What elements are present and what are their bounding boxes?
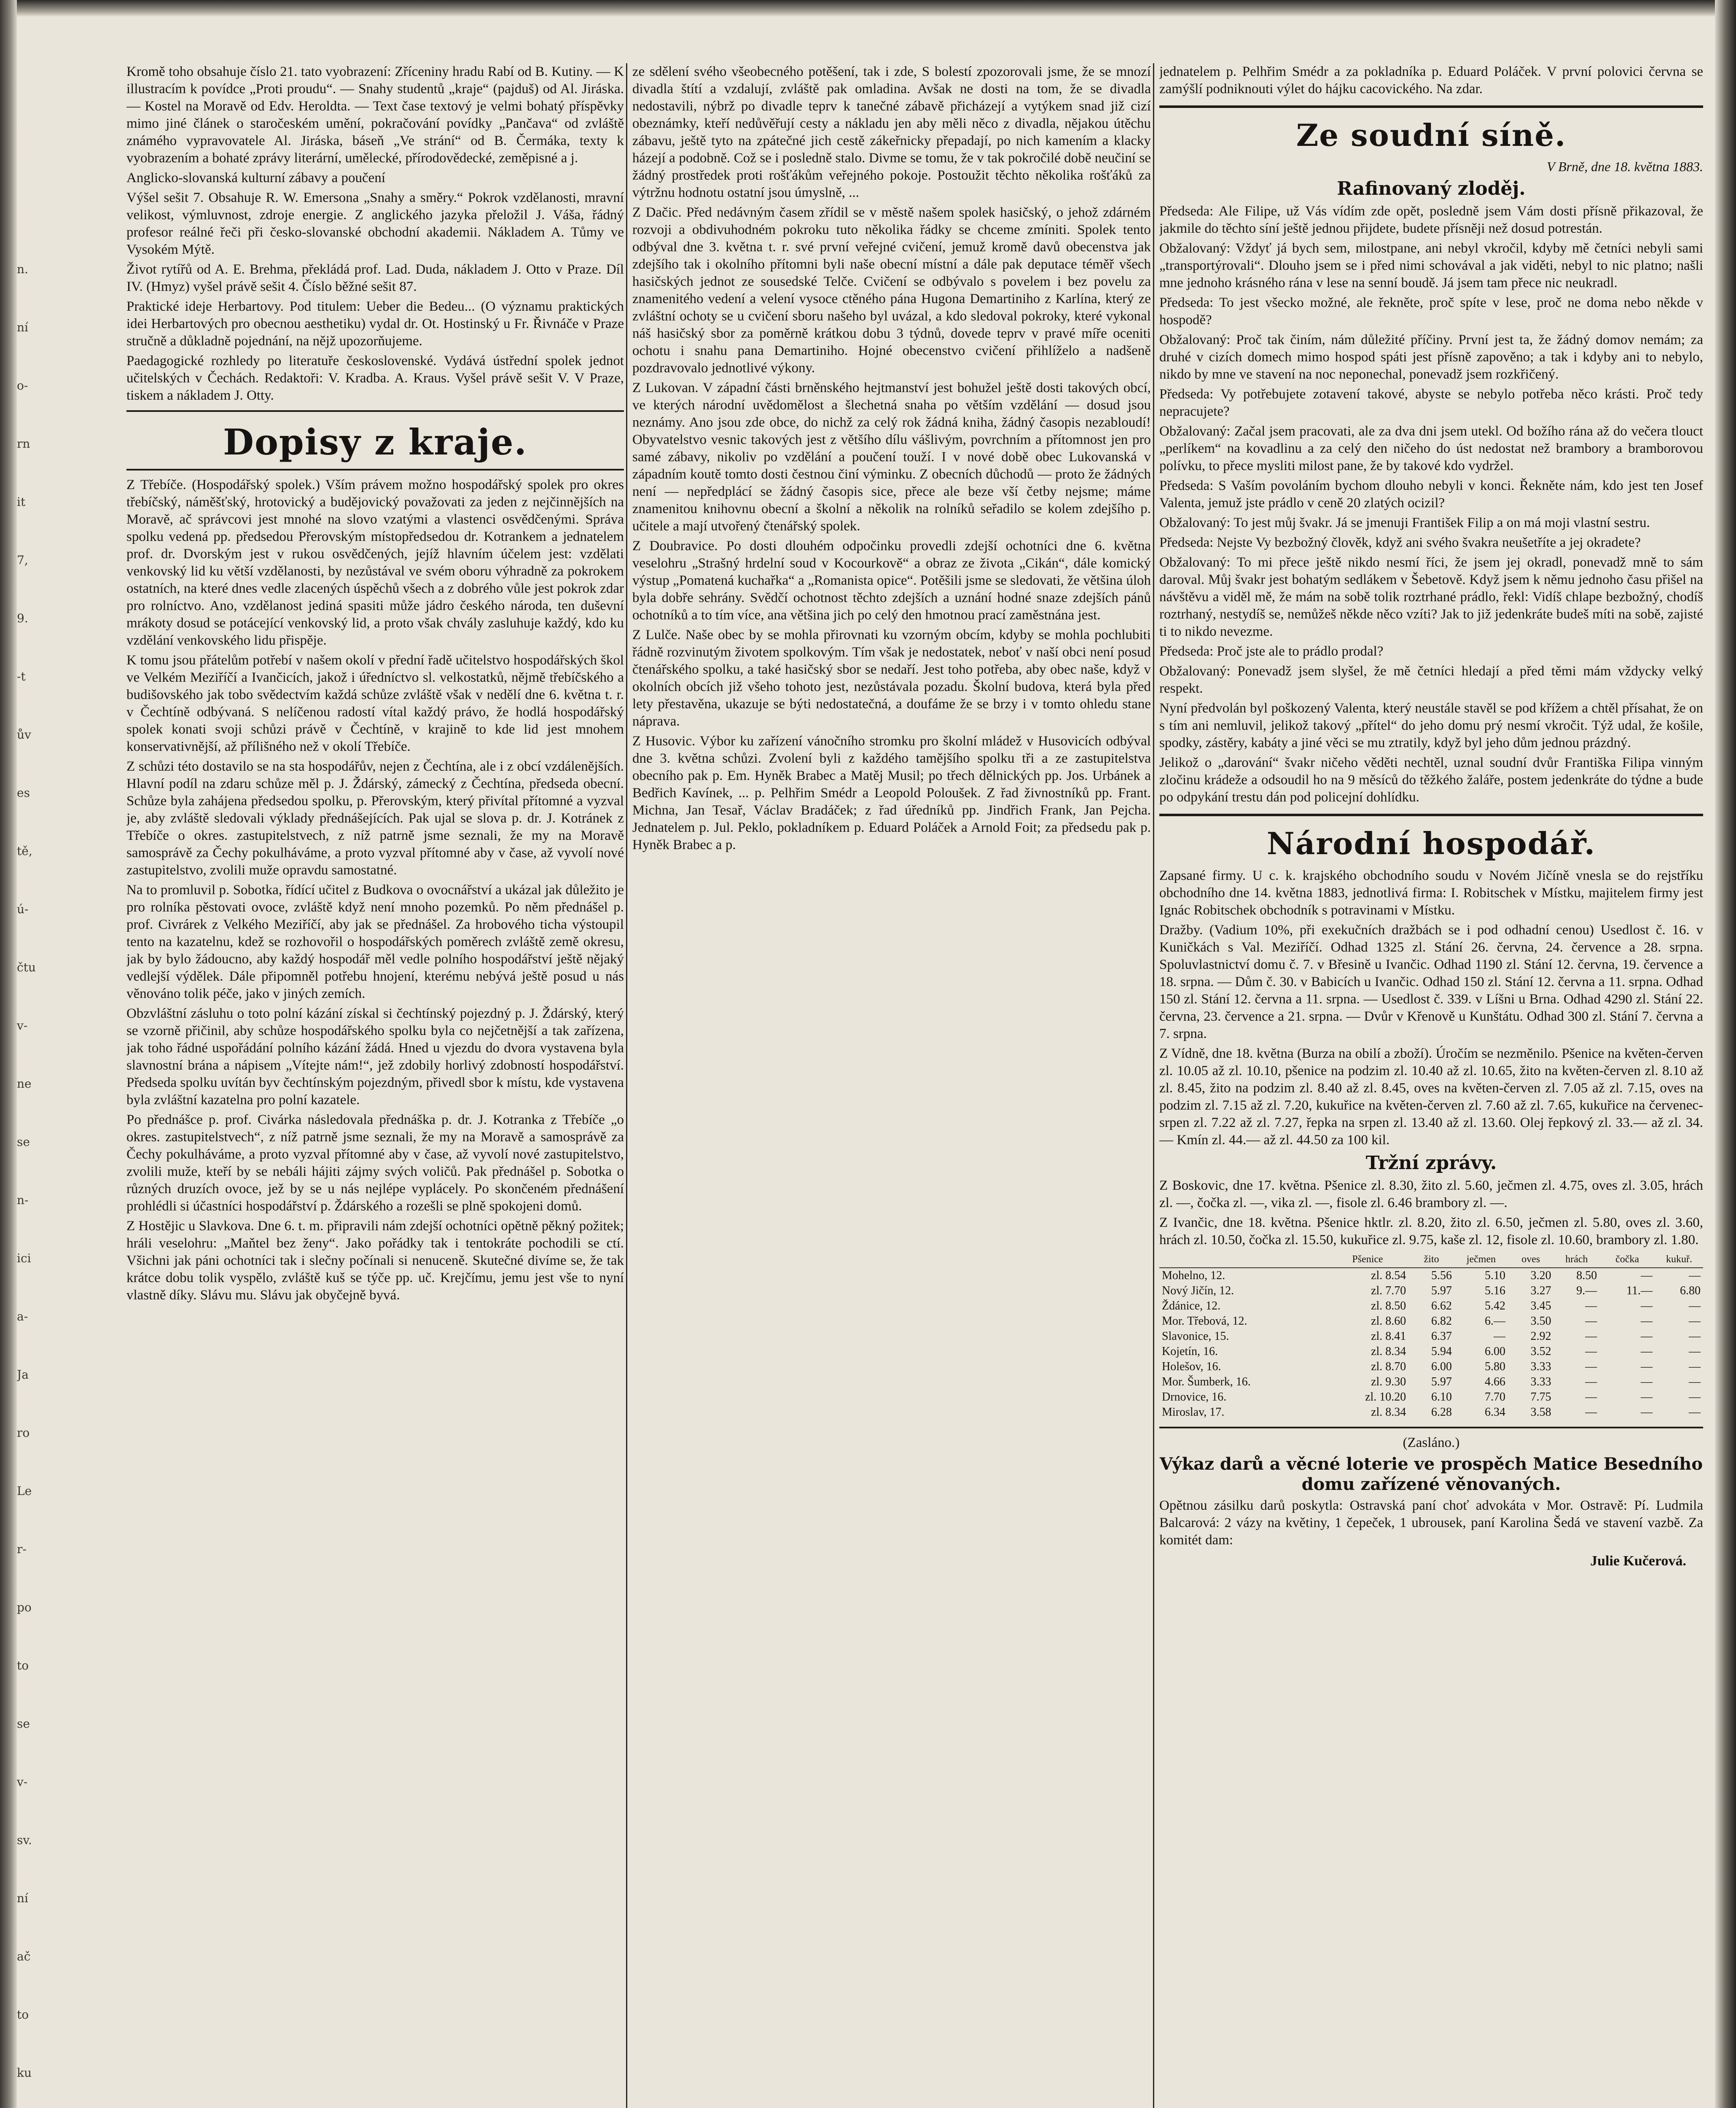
table-cell: 6.80 <box>1680 1284 1701 1297</box>
zaslano-text: Opětnou zásilku darů poskytla: Ostravská paní choť advokáta v Mor. Ostravě: Pí. Ludmila Balcarová: 2 vázy na květiny, 1 čepeček, 1 ubrousek, paní Karolina Šedá ve stavení vazbě. Za komitét dam: <box>1159 1498 1703 1548</box>
court-paragraph: Obžalovaný: To mi přece ještě nikdo nesmí říci, že jsem jej okradl, ponevadž mně to sám daroval. Můj švakr jest bohatým sedlákem v Šebetově. Když jsem k němu jednoho času přišel na návštěvu a viděl mě, že mám na sobě tolik roztrhané prádlo, řekl: Vidíš chlape bezbožný, chodíš roztrhaný, nestydíš se, nemůžeš někde něco vzíti? Jak to již jedenkráte budeš míti na sobě, zajisté ti to nikdo nevezme. <box>1159 555 1703 639</box>
margin-fragment: rn <box>17 437 30 451</box>
table-cell: 6.28 <box>1431 1406 1452 1419</box>
court-paragraph: Obžalovaný: Začal jsem pracovati, ale za dva dni jsem utekl. Od božího rána až do večera tlouct „perlíkem“ na kovadlinu a za celý den ničeho do úst nedostat než brambory a bramborovou polívku, to přece mysliti milost pane, že by takové kdo vydržel. <box>1159 424 1703 473</box>
table-cell: — <box>1640 1406 1653 1419</box>
section-heading-court: Ze soudní síně. <box>1296 117 1567 153</box>
table-cell: Ždánice, 12. <box>1162 1299 1221 1312</box>
margin-fragment: v- <box>17 1775 28 1789</box>
margin-fragment: a- <box>17 1309 28 1323</box>
table-cell: zl. 8.54 <box>1371 1269 1406 1282</box>
margin-fragment: 9. <box>17 611 28 625</box>
table-cell: — <box>1640 1315 1653 1328</box>
table-cell: zl. 8.70 <box>1371 1360 1406 1373</box>
letter-paragraph: Na to promluvil p. Sobotka, řídící učitel z Budkova o ovocnářství a ukázal jak důležito je pro rolníka pěstovati ovoce, zvláště když není mnoho pozemků. Po něm přednášel p. prof. Civrárek z Velkého Meziříčí, aby jak se přednášel. Za hrobového ticha výstoupil tento na kazatelnu, kdež se rozhovořil o hospodářských poměrech zvláště země okresu, jak by bylo žádoucno, aby každý hospodář měl vedle polního hospodářství ještě nějaký vedlejší výdělek. Dále připomněl potřebu hnojení, kterému nebývá ještě posud u nás věnováno tolik péče, jako v jiných zemích. <box>126 882 624 1001</box>
left-margin-fragments <box>17 25 89 2108</box>
table-cell: 3.45 <box>1530 1299 1551 1312</box>
table-cell: 3.58 <box>1530 1406 1551 1419</box>
table-header-cell: Pšenice <box>1327 1251 1409 1268</box>
table-cell: Nový Jičín, 12. <box>1162 1284 1234 1297</box>
margin-fragment: -t <box>17 670 26 683</box>
table-cell: 5.16 <box>1484 1284 1505 1297</box>
table-cell: 11.— <box>1626 1284 1653 1297</box>
scan-top-edge <box>0 0 1736 17</box>
table-cell: Mor. Šumberk, 16. <box>1162 1375 1251 1388</box>
table-header-cell: hrách <box>1554 1251 1600 1268</box>
table-cell: 6.34 <box>1484 1406 1505 1419</box>
table-cell: 6.00 <box>1431 1360 1452 1373</box>
table-cell: Mor. Třebová, 12. <box>1162 1315 1247 1328</box>
table-cell: 6.37 <box>1431 1330 1452 1343</box>
margin-fragment: tě, <box>17 844 32 858</box>
margin-fragment: po <box>17 1600 32 1614</box>
report-paragraph: Z Dačic. Před nedávným časem zřídil se v městě našem spolek hasičský, o jehož zdárném rozvoji a obdivuhodném pokroku tuto několika řádky se chceme zmíniti. Spolek tento odbýval dne 3. května t. r. své první veřejné cvičení, jemuž kromě davů obecenstva jak zdejšího tak i okolního přítomni byli naše obecní místní a dále pak deputace téměř všech hasičských jednot ze sousedské Telče. Cvičení se odbývalo s povelem i bez povelu za znamenitého vedení a velení vysoce ctěného pána Hugona Demartiniho z Karlína, který ze zvláštní ochoty se u cvičení sboru našeho byl uvázal, a kdo sledoval pokroky, které vykonal náš hasičský sbor za poměrně krátkou dobu 3 týdnů, dovede teprv v pravé míře oceniti ochotu i snahu pana Demartiniho. Hojné obecenstvo cvičení přihlíželo a nadšeně pozdravovalo jednotlivé výkony. <box>632 205 1151 376</box>
table-cell: 6.10 <box>1431 1390 1452 1404</box>
table-cell: zl. 7.70 <box>1371 1284 1406 1297</box>
grain-price-table <box>1159 1251 1703 1420</box>
section-heading-dopisy: Dopisy z kraje. <box>223 421 527 463</box>
margin-fragment: 7, <box>17 553 28 567</box>
table-cell: — <box>1689 1315 1701 1328</box>
margin-fragment: ův <box>17 728 31 742</box>
table-cell: 5.94 <box>1431 1345 1452 1358</box>
table-cell: — <box>1585 1360 1597 1373</box>
table-row <box>1159 1405 1703 1420</box>
report-paragraph: Z Lukovan. V západní části brněnského hejtmanství jest bohužel ještě dosti takových obcí, ve kterých národní uvědomělost a šlechetná snaha po větším vzdělání — dosud jsou neznámy. Ano jsou zde obce, do nichž za celý rok žádná kniha, žádný časopis nezabloudí! Obyvatelstvo vesnic takových jest z většího dílu vášlivým, povrchním a přítomnost jen pro samé zábavy, nikoliv po vzdělání a poučení touží. I v nové době obec Lukovanská v západním koutě tomto dosti čestnou činí výminku. Z obecních důchodů — proto že žádných není — nepředplácí se žádný časopis sice, přece ale beze vší četby nejsme; máme znamenitou knihovnu obecní a školní a několik na rolníků seřadilo se kolem zdejšího p. učitele a mají utvořený čtenářský spolek. <box>632 380 1151 534</box>
court-paragraph: Nyní předvolán byl poškozený Valenta, který neustále stavěl se pod křížem a chtěl přísahat, že on s tím ani nemluvil, jelikož takový „přítel“ do jeho domu prý nesmí vkročit. Týž udal, že košile, spodky, zástěry, kabáty a jiné věci se mu ztratily, když byl jeho dům jednou prázdný. <box>1159 701 1703 750</box>
margin-fragment: ú- <box>17 902 29 916</box>
table-cell: — <box>1689 1390 1701 1404</box>
market-heading: Tržní zprávy. <box>1365 1152 1497 1174</box>
table-cell: Holešov, 16. <box>1162 1360 1221 1373</box>
margin-fragment: n- <box>17 1193 29 1207</box>
table-cell: Miroslav, 17. <box>1162 1406 1225 1419</box>
margin-fragment: ní <box>17 320 28 334</box>
letter-paragraph: Z Hostějic u Slavkova. Dne 6. t. m. připravili nám zdejší ochotníci opětně pěkný požitek; hráli veselohru: „Maňtel bez ženy“. Jako pořádky tak i tentokráte pochodili se ctí. Všichni jak páni ochotníci tak i slečny počínali si nenuceně. Skutečné divíme se, že tak krátce dobu tolik vyspělo, zvláště kuš se týče pp. uč. Krejčímu, jemu jest vše to nyní vlastně díky. Slávu mu. Slávu jak obyčejně byvá. <box>126 1218 624 1303</box>
table-header-cell <box>1159 1251 1327 1268</box>
table-cell: — <box>1585 1390 1597 1404</box>
court-paragraph: Obžalovaný: Ponevadž jsem slyšel, že mě četníci hledají a před těmi mám vždycky velký respekt. <box>1159 664 1703 696</box>
report-paragraph: Z Lulče. Naše obec by se mohla přirovnati ku vzorným obcím, kdyby se mohla pochlubiti řádně rozvinutým životem spolkovým. Tím však je nedostatek, neboť v naší obci není posud čtenářského spolku, a také hasičský sbor se nedaří. Jest toho potřeba, aby obec naše, když v okolních obcích již všeho tohoto jest, nezůstávala pozadu. Školní budova, která byla před lety přestavěna, ukazuje se býti nedostatečná, a doufáme že se brzy i v tomto ohledu stane náprava. <box>632 627 1151 729</box>
column-1 <box>126 63 624 2108</box>
literature-paragraph: Výšel sešit 7. Obsahuje R. W. Emersona „Snahy a směry.“ Pokrok vzdělanosti, mravní velikost, výmluvnost, zdroje energie. Z anglického jazyka přeložil J. Váša, řádný profesor reálné řeči při česko-slovanské obchodní akademii. Nákladem A. Tůmy ve Vysokém Mýtě. <box>126 190 624 257</box>
report-paragraph: Z Husovic. Výbor ku zařízení vánočního stromku pro školní mládež v Husovicích odbýval dne 3. května schůzi. Zvolení byli z každého tamějšího spolku tři a ze zastupitelstva obecního pak p. Em. Hyněk Brabec a Matěj Musil; po třech dělnických pp. Jos. Urbánek a Bedřich Kavínek, ... p. Pelhřim Smédr a Leopold Poloušek. Z řad živnostníků pp. Frant. Michna, Jan Tesař, Václav Bradáček; z řad úředníků pp. Jindřich Frank, Jan Pejcha. Jednatelem p. Jul. Peklo, pokladníkem p. Eduard Poláček a Arnold Foit; za předsedu pak p. Hyněk Brabec a p. <box>632 734 1151 852</box>
table-cell: 8.50 <box>1576 1269 1597 1282</box>
table-cell: 3.52 <box>1530 1345 1551 1358</box>
zaslano-heading: (Zasláno.) <box>1403 1435 1460 1450</box>
table-cell: Kojetín, 16. <box>1162 1345 1218 1358</box>
table-cell: zl. 8.34 <box>1371 1345 1406 1358</box>
table-cell: 5.56 <box>1431 1269 1452 1282</box>
section-divider <box>1159 1427 1703 1428</box>
table-cell: 7.70 <box>1484 1390 1505 1404</box>
table-cell: 6.62 <box>1431 1299 1452 1312</box>
section-divider <box>126 469 624 471</box>
margin-fragment: ku <box>17 2066 32 2080</box>
table-row <box>1159 1344 1703 1359</box>
table-cell: Mohelno, 12. <box>1162 1269 1225 1282</box>
report-paragraph: ze sdělení svého všeobecného potěšení, tak i zde, S bolestí zpozorovali jsme, že se mnozí divadla štítí a vzdalují, zvláště pak omladina. Avšak ne dosti na tom, že se divadla nedostavili, nýbrž po divadle teprv k tanečné zábavě přicházejí a vytýkem snad již cizí obeznámky, kteří nedůvěřují cesty a nákladu jen aby měli něco z divadla, nějakou útěchu zábavu, ještě tyto na zpátečné jich cestě zákeřnicky přepadají, po nich kamením a klacky házejí a podobně. Což se i posledně stalo. Divme se tomu, že v tak pokročilé době neučiní se žádný prostředek proti rošťákům veřejného pokoje. Postoužit těchto několika rošťáků za výtržnu hodnotu ostatní jsou úmyslně, ... <box>632 64 1151 200</box>
table-cell: — <box>1493 1330 1505 1343</box>
literature-paragraph: Kromě toho obsahuje číslo 21. tato vyobrazení: Zříceniny hradu Rabí od B. Kutiny. — K illustracím k povídce „Proti proudu“. — Snahy studentů „kraje“ (pajduš) od Al. Jiráska. — Kostel na Moravě od Edv. Heroldta. — Text čase textový je velmi bohatý příspěvky mimo jiné článek o staročeském umění, pokračování povídky „Pančava“ od zvláště známého vypravovatele Al. Jiráska, báseň „Ve strání“ od B. Čermáka, texty k vyobrazením a bohaté zprávy literární, umělecké, přírodovědecké, zeměpisné a j. <box>126 64 624 166</box>
literature-paragraph: Praktické ideje Herbartovy. Pod titulem: Ueber die Bedeu... (O významu praktických idei Herbartových pro obecnou aesthetiku) vydal dr. Ot. Hostinský u Fr. Řivnáče v Praze stručně a důkladně pojednání, na nějž upozorňujeme. <box>126 299 624 349</box>
margin-fragment: to <box>17 1659 29 1672</box>
table-cell: 6.82 <box>1431 1315 1452 1328</box>
table-cell: — <box>1689 1330 1701 1343</box>
economy-paragraph: Zapsané firmy. U c. k. krajského obchodního soudu v Novém Jičíně vnesla se do rejstříku obchodního dne 14. května 1883, jednotlivá firma: I. Robitschek v Místku, majitelem firmy jest Ignác Robitschek obchodník s potravinami v Místku. <box>1159 868 1703 918</box>
table-row <box>1159 1329 1703 1344</box>
economy-notices <box>1159 867 1703 1149</box>
margin-fragment: ní <box>17 1891 28 1905</box>
table-row <box>1159 1283 1703 1299</box>
table-row <box>1159 1359 1703 1374</box>
table-cell: Drnovice, 16. <box>1162 1390 1227 1404</box>
table-cell: 3.20 <box>1530 1269 1551 1282</box>
court-subheading: Rafinovaný zloděj. <box>1337 178 1526 199</box>
letter-paragraph: Z Třebíče. (Hospodářský spolek.) Vším právem možno hospodářský spolek pro okres třebíčský, náměšťský, hrotovický a budějovický považovati za jeden z nejčinnějších na Moravě, ač správcovi jest mnohé na slovo vzatými a vlastenci osvědčenými. Správa spolku vedená pp. předsedou Přerovským místopředsedou dr. Kotrankem a jednatelem prof. dr. Dvorským jest v rukou osvědčených, jejíž hlavním účelem jest: vzdělati venkovský lid ku větší vzdělanosti, by nezůstával ve svém oboru výhradně za pokrokem ostatních, na které dnes vedle zlacených úspěchů všech a z dobrého vůle jest pokrok zdar pro rolníctvo. Ano, vzdělanost jediná spasiti může jádro českého národa, ten duševní mrákoty dosud se potácející venkovský lid, a proto však chvály zasluhuje každý, kdo ku vzdělání venkovského lidu přispěje. <box>126 477 624 648</box>
table-cell: — <box>1640 1269 1653 1282</box>
table-cell: 5.10 <box>1484 1269 1505 1282</box>
table-cell: zl. 8.60 <box>1371 1315 1406 1328</box>
court-paragraph: Předseda: Ale Filipe, už Vás vídím zde opět, posledně jsem Vám dosti přísně přikazoval, že jakmile do těchto síní ještě jednou přijdete, budete přísněji než dosud potrestán. <box>1159 204 1703 236</box>
table-row <box>1159 1268 1703 1283</box>
table-cell: — <box>1689 1269 1701 1282</box>
margin-fragment: sv. <box>17 1833 32 1847</box>
table-cell: 3.50 <box>1530 1315 1551 1328</box>
margin-fragment: to <box>17 2008 29 2022</box>
column-2 <box>632 63 1151 2108</box>
table-row <box>1159 1390 1703 1405</box>
court-paragraph: Předseda: S Vaším povoláním bychom dlouho nebyli v konci. Řekněte nám, kdo jest ten Josef Valenta, jemuž jste prádlo v ceně 20 zlatých ocizil? <box>1159 478 1703 511</box>
margin-fragment: it <box>17 495 26 509</box>
table-cell: — <box>1689 1406 1701 1419</box>
scan-left-edge <box>0 0 17 2108</box>
literature-paragraph: Život rytířů od A. E. Brehma, překládá prof. Lad. Duda, nákladem J. Otto v Praze. Díl IV. (Hmyz) vyšel právě sešit 4. Číslo běžné sešit 87. <box>126 262 624 294</box>
market-paragraph: Z Ivančic, dne 18. května. Pšenice hktlr. zl. 8.20, žito zl. 6.50, ječmen zl. 5.80, oves zl. 3.60, hrách zl. 10.50, čočka zl. 15.50, kukuřice zl. 9.75, kaše zl. 12, fisole zl. 10.60, brambory zl. 1.80. <box>1159 1215 1703 1248</box>
margin-fragment: es <box>17 786 30 800</box>
margin-fragment: r- <box>17 1542 27 1556</box>
margin-fragment: n. <box>17 262 28 276</box>
margin-fragment: ici <box>17 1251 31 1265</box>
court-paragraph: Obžalovaný: To jest můj švakr. Já se jmenuji František Filip a on má moji vlastní sestru. <box>1159 515 1650 530</box>
table-cell: 9.— <box>1576 1284 1597 1297</box>
margin-fragment: se <box>17 1135 30 1149</box>
literature-paragraph: Anglicko-slovanská kulturní zábavy a poučení <box>126 170 385 186</box>
table-cell: zl. 8.41 <box>1371 1330 1406 1343</box>
margin-fragment: Le <box>17 1484 32 1498</box>
letter-paragraph: Po přednášce p. prof. Civárka následovala přednáška p. dr. J. Kotranka z Třebíče „o okres. zastupitelstvech“, z níž patrně jsme seznali, že my na Moravě a samosprávě za Čechy pokulháváme, a proto vyzval přítomné aby v čase, až vyvolí nové zastupitelstvo, zvolili muže, kteří by se nebáli hájiti zájmy svých voličů. Pak přednášel p. Sobotka o různých druzích ovoce, jež by se u nás nejlépe vyplácely. Po skončeném přednášení prohlédli si účastníci hospodářství p. Ždárského a rozešli se plně spokojeni domů. <box>126 1112 624 1214</box>
table-cell: — <box>1640 1345 1653 1358</box>
table-cell: 5.97 <box>1431 1284 1452 1297</box>
margin-fragment: o- <box>17 379 28 393</box>
column-3 <box>1159 63 1703 2108</box>
table-cell: 2.92 <box>1530 1330 1551 1343</box>
table-cell: — <box>1640 1299 1653 1312</box>
market-reports <box>1159 1177 1703 1249</box>
margin-fragment: Ja <box>17 1368 29 1382</box>
table-cell: 3.33 <box>1530 1360 1551 1373</box>
continued-report: jednatelem p. Pelhřim Smédr a za pokladníka p. Eduard Poláček. V první polovici června se zamýšlí podniknouti výlet do hájku cacovického. Na zdar. <box>1159 64 1703 97</box>
margin-fragment: ne <box>17 1077 32 1091</box>
table-cell: 3.27 <box>1530 1284 1551 1297</box>
literature-paragraph: Paedagogické rozhledy po literatuře československé. Vydává ústřední spolek jednot učitelských v Čechách. Redaktoři: V. Kradba. A. Kraus. Vyšel právě sešit V. V Praze, tiskem a nákladem J. Otty. <box>126 353 624 403</box>
table-cell: — <box>1640 1375 1653 1388</box>
regional-reports <box>632 63 1151 854</box>
table-cell: zl. 8.34 <box>1371 1406 1406 1419</box>
table-cell: — <box>1689 1375 1701 1388</box>
zaslano-signature: Julie Kučerová. <box>1590 1553 1686 1569</box>
table-cell: 6.00 <box>1484 1345 1505 1358</box>
economy-paragraph: Z Vídně, dne 18. května (Burza na obilí a zboží). Úročím se nezměnilo. Pšenice na květen-červen zl. 10.05 až zl. 10.10, pšenice na podzim zl. 10.40 až zl. 10.65, žito na květen-červen zl. 8.10 až zl. 8.45, žito na podzim zl. 8.40 až zl. 8.45, oves na květen-červen zl. 7.05 až zl. 7.15, oves na podzim zl. 7.15 až zl. 7.20, kukuřice na květen-červen zl. 7.60 až zl. 7.65, kukuřice na červenec-srpen zl. 7.22 až zl. 7.27, řepka na srpen zl. 13.40 až zl. 13.60. Olej řepkový zl. 33.— až zl. 34. — Kmín zl. 44.— až zl. 44.50 za 100 kil. <box>1159 1046 1703 1148</box>
economy-paragraph: Dražby. (Vadium 10%, při exekučních dražbách se i pod odhadní cenou) Usedlost č. 16. v Kuničkách s Val. Meziříčí. Odhad 1325 zl. Stání 26. června, 24. července a 28. srpna. Spoluvlastnictví domu č. 7. v Břesině u Ivančic. Odhad 1190 zl. Stání 12. června, 19. července a 18. srpna. — Dům č. 30. v Babicích u Ivančic. Odhad 150 zl. Stání 12. června a 11. srpna. Odhad 150 zl. Stání 12. června a 11. srpna. — Usedlost č. 339. v Líšni u Brna. Odhad 4290 zl. Stání 22. června, 23. července a 21. srpna. — Dvůr v Křenově u Kunštátu. Odhad 300 zl. Stání 7. června a 7. srpna. <box>1159 922 1703 1041</box>
letter-paragraph: Z schůzi této dostavilo se na sta hospodářův, nejen z Čechtína, ale i z obcí vzdálenějších. Hlavní podíl na zdaru schůze měl p. J. Ždárský, zámecký z Čechtína, předseda obecní. Schůze byla zahájena předsedou spolku, p. Přerovským, který přivítal přítomné a vyzval je, aby zvláště sledovali výklady přednášejících. Pak ujal se slova p. dr. J. Kotránek z Třebíče o okres. zastupitelstvech, z níž patrně jsme seznali, že my na Moravě samosprávě za Čechy pokulháváme, a proto vyzval přítomné aby v čase, až vyvolí nové zastupitelstvo, zvolili muže opravdu samostatné. <box>126 759 624 878</box>
table-row <box>1159 1314 1703 1329</box>
table-cell: Slavonice, 15. <box>1162 1330 1229 1343</box>
section-divider <box>1159 105 1703 108</box>
margin-fragment: čtu <box>17 960 36 974</box>
court-paragraph: Předseda: Proč jste ale to prádlo prodal? <box>1159 644 1384 659</box>
table-header-cell: kukuř. <box>1655 1251 1703 1268</box>
table-cell: — <box>1689 1299 1701 1312</box>
table-header-cell: oves <box>1508 1251 1554 1268</box>
table-cell: — <box>1640 1330 1653 1343</box>
margin-fragment: se <box>17 1717 30 1731</box>
table-cell: — <box>1585 1299 1597 1312</box>
literature-notices <box>126 63 624 404</box>
court-paragraph: Obžalovaný: Proč tak činím, nám důležité příčiny. První jest ta, že žádný domov nemám; za druhé v cizích domech mimo hospod spáti jest přísně zapověno; a tak i kdyby ani to nebylo, nikdo by mne ve stavení na noc neponechal, ponevadž jsem rozkřičený. <box>1159 332 1703 382</box>
section-heading-economy: Národní hospodář. <box>1266 825 1596 861</box>
table-cell: 5.80 <box>1484 1360 1505 1373</box>
table-row <box>1159 1299 1703 1314</box>
table-cell: — <box>1585 1375 1597 1388</box>
table-cell: — <box>1585 1315 1597 1328</box>
table-cell: 5.42 <box>1484 1299 1505 1312</box>
market-paragraph: Z Boskovic, dne 17. května. Pšenice zl. 8.30, žito zl. 5.60, ječmen zl. 4.75, oves zl. 3.05, hrách zl. —, čočka zl. —, vika zl. —, fisole zl. 6.46 brambory zl. —. <box>1159 1178 1703 1210</box>
table-header-cell: ječmen <box>1454 1251 1508 1268</box>
court-paragraph: Předseda: To jest všecko možné, ale řekněte, proč spíte v lese, proč ne doma nebo někde v hospodě? <box>1159 295 1703 328</box>
zaslano-title: Výkaz darů a věcné loterie ve prospěch Matice Besedního domu zařízené věnovaných. <box>1159 1454 1703 1494</box>
table-header-cell: čočka <box>1599 1251 1655 1268</box>
table-cell: zl. 10.20 <box>1365 1390 1406 1404</box>
table-cell: zl. 9.30 <box>1371 1375 1406 1388</box>
table-cell: 5.97 <box>1431 1375 1452 1388</box>
table-cell: — <box>1689 1360 1701 1373</box>
court-report <box>1159 203 1703 806</box>
column-rule-2 <box>1153 63 1154 2108</box>
margin-fragment: v- <box>17 1019 28 1032</box>
table-cell: zl. 8.50 <box>1371 1299 1406 1312</box>
table-cell: — <box>1585 1406 1597 1419</box>
section-divider <box>126 410 624 412</box>
table-cell: — <box>1640 1360 1653 1373</box>
court-paragraph: Předseda: Nejste Vy bezbožný člověk, když ani svého švakra neušetříte a jej okradete? <box>1159 535 1641 550</box>
letters-from-region <box>126 476 624 1304</box>
table-row <box>1159 1374 1703 1390</box>
section-divider <box>1159 814 1703 816</box>
letter-paragraph: K tomu jsou přátelům potřebí v našem okolí v přední řadě učitelstvo hospodářských škol ve Velkém Meziříčí a Ivančicích, jakož i úředníctvo sl. velkostatků, nějmě třebíčského a budišovského jak tobo svědectvím každá schůze zvláště však v nedělí dne 6. května t. r. v Čechtíně odbývaná. S nelíčenou radostí vítal každý právo, že hodlá hospodářský spolek konati svoji schůzi právě v Čechtíně, v krajině to kde lid jest mnohem konservativnější, až přílišného než v okolí Třebíče. <box>126 653 624 754</box>
margin-fragment: ro <box>17 1426 30 1440</box>
table-header-cell: žito <box>1408 1251 1454 1268</box>
table-cell: — <box>1689 1345 1701 1358</box>
column-rule-1 <box>626 63 627 2108</box>
table-cell: — <box>1585 1345 1597 1358</box>
court-paragraph: Jelikož o „darování“ švakr ničeho věděti nechtěl, uznal soudní dvůr Františka Filipa vinným zločinu krádeže a odsoudil ho na 9 měsíců do těžkého žaláře, postem jedenkráte do týdne a bude po odpykání trestu dán pod policejní dohlídku. <box>1159 755 1703 805</box>
table-cell: — <box>1585 1330 1597 1343</box>
table-cell: — <box>1640 1390 1653 1404</box>
table-cell: 7.75 <box>1530 1390 1551 1404</box>
table-cell: 4.66 <box>1484 1375 1505 1388</box>
table-cell: 3.33 <box>1530 1375 1551 1388</box>
margin-fragment: ač <box>17 1949 31 1963</box>
court-paragraph: Obžalovaný: Vždyť já bych sem, milostpane, ani nebyl vkročil, kdyby mě četníci nebyli sami „transportýrovali“. Dlouho jsem se i před nimi schovával a jak viděti, nebyl to nic platno; našli mne jednoho krásného rána v lese na senní boudě. Já jsem tam přece nic neukradl. <box>1159 241 1703 290</box>
letter-paragraph: Obzvláštní zásluhu o toto polní kázání získal si čechtínský pojezdný p. J. Ždárský, který se vzorně přičinil, aby schůze hospodářského spolku byla co nejčetnější a tak zařízena, jak toho řádné uspořádání polního kázání žádá. Hned u vjezdu do dvora vystavena byla slavnostní brána a nápisem „Vítejte nám!“, jež zdobily horlivý zdobností hospodářství. Předseda spolku uvítán byv čechtínským pojezdným, přivedl sbor k místu, kde vystavena byla zvláštní kazatelna pro polní kazatele. <box>126 1006 624 1108</box>
report-paragraph: Z Doubravice. Po dosti dlouhém odpočinku provedli zdejší ochotníci dne 6. května veselohru „Strašný hrdelní soud v Kocourkově“ a obraz ze života „Cikán“, dále komický výstup „Pomatená kuchařka“ a „Romanista opice“. Potěšili jsme se sledovati, že většina úloh byla dobře sehrány. Svědčí ochotnost těchto zdejších a uznání hodné snaze zdejších pánů ochotníků a to tím více, ana většina jich po celý den hmotnou prací zaměstnána jest. <box>632 538 1151 623</box>
court-paragraph: Předseda: Vy potřebujete zotavení takové, abyste se nebylo potřeba něco krásti. Proč tedy nepracujete? <box>1159 387 1703 419</box>
court-dateline: V Brně, dne 18. května 1883. <box>1547 159 1703 174</box>
table-cell: 6.— <box>1484 1315 1505 1328</box>
scan-right-edge <box>1715 0 1736 2108</box>
